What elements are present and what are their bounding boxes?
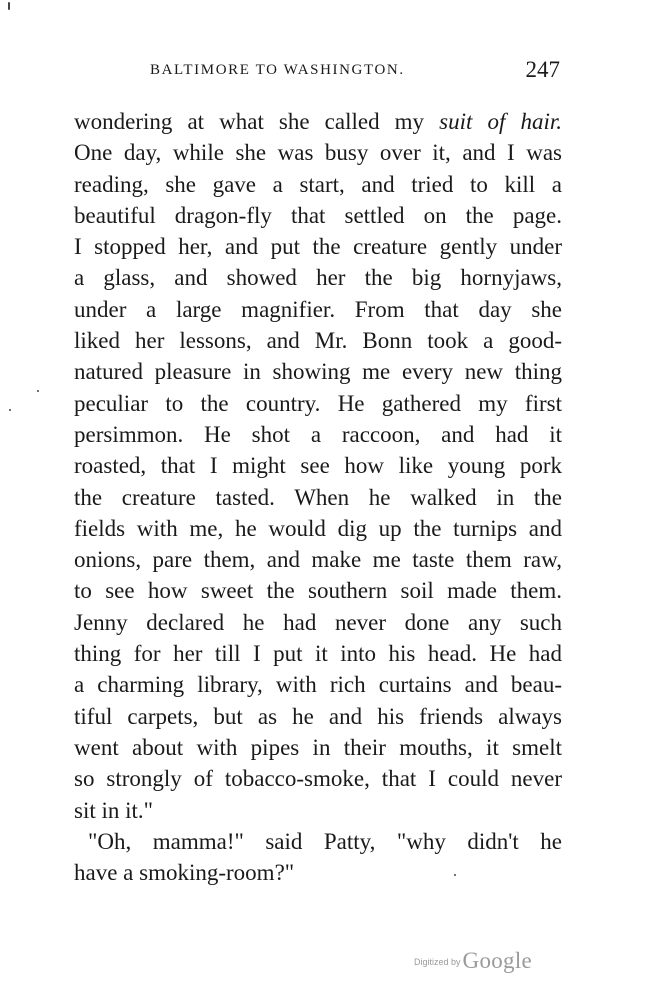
text-line (74, 763, 562, 794)
text-line-content: Jenny declared he had never done any such (74, 609, 562, 635)
text-line (74, 262, 562, 293)
body-text (74, 106, 562, 888)
text-line-content: under a large magnifier. From that day she (74, 296, 562, 322)
text-line-content: peculiar to the country. He gathered my first (74, 390, 562, 416)
text-line-content: liked her lessons, and Mr. Bonn took a good- (74, 328, 562, 354)
watermark-google-logo: Google (462, 948, 533, 973)
text-line (74, 638, 562, 669)
text-line (74, 137, 562, 168)
text-line (74, 356, 562, 387)
text-line (74, 231, 562, 262)
text-line (74, 419, 562, 450)
text-line-content: a glass, and showed her the big hornyjaws, (74, 265, 562, 291)
text-line-content: roasted, that I might see how like young pork (74, 453, 562, 479)
text-line (74, 795, 562, 826)
text-line (74, 544, 562, 575)
text-line (74, 607, 562, 638)
text-line (74, 826, 562, 857)
text-line-content: I stopped her, and put the creature gently under (74, 234, 562, 260)
text-line-content: persimmon. He shot a raccoon, and had it (74, 421, 562, 447)
text-line-content: to see how sweet the southern soil made them. (74, 578, 562, 604)
text-line (74, 106, 562, 137)
text-line-content: the creature tasted. When he walked in the (74, 484, 562, 510)
text-line-content: One day, while she was busy over it, and I was (74, 140, 562, 166)
text-line (74, 701, 562, 732)
text-line (74, 200, 562, 231)
text-line (74, 388, 562, 419)
text-line-content: wondering at what she called my (74, 109, 440, 134)
text-line-content: have a smoking-room?" (74, 860, 295, 886)
text-line (74, 732, 562, 763)
italic-phrase: suit of hair. (439, 109, 562, 134)
text-line (74, 482, 562, 513)
watermark-digitized-text: Digitized by (414, 957, 461, 967)
text-line (74, 325, 562, 356)
running-head (150, 58, 560, 88)
text-line-content: onions, pare them, and make me taste them raw, (74, 547, 562, 573)
text-line-content: thing for her till I put it into his head. He had (74, 641, 562, 667)
text-line (74, 575, 562, 606)
text-line-content: went about with pipes in their mouths, it smelt (74, 734, 562, 760)
text-line (74, 169, 562, 200)
text-line (74, 669, 562, 700)
digitized-watermark (414, 948, 532, 974)
speck-mark (9, 409, 11, 411)
text-line-content: tiful carpets, but as he and his friends always (74, 703, 562, 729)
text-line-content: so strongly of tobacco-smoke, that I could never (74, 766, 562, 792)
text-line-content: natured pleasure in showing me every new thing (74, 359, 562, 385)
text-line-content: sit in it." (74, 797, 154, 823)
text-line (74, 513, 562, 544)
text-line (74, 857, 562, 888)
text-line-content: beautiful dragon-fly that settled on the page. (74, 202, 562, 228)
text-line-content: a charming library, with rich curtains and beau- (74, 672, 562, 698)
speck-mark (454, 874, 456, 876)
text-line (74, 294, 562, 325)
text-line-content: fields with me, he would dig up the turnips and (74, 515, 562, 541)
page-number: 247 (525, 57, 560, 82)
speck-mark (37, 390, 39, 392)
text-line-content: reading, she gave a start, and tried to kill a (74, 171, 562, 197)
text-line (74, 450, 562, 481)
running-title: BALTIMORE TO WASHINGTON. (150, 62, 405, 78)
text-line-content: "Oh, mamma!" said Patty, "why didn't he (88, 828, 562, 854)
speck-mark (8, 2, 10, 10)
